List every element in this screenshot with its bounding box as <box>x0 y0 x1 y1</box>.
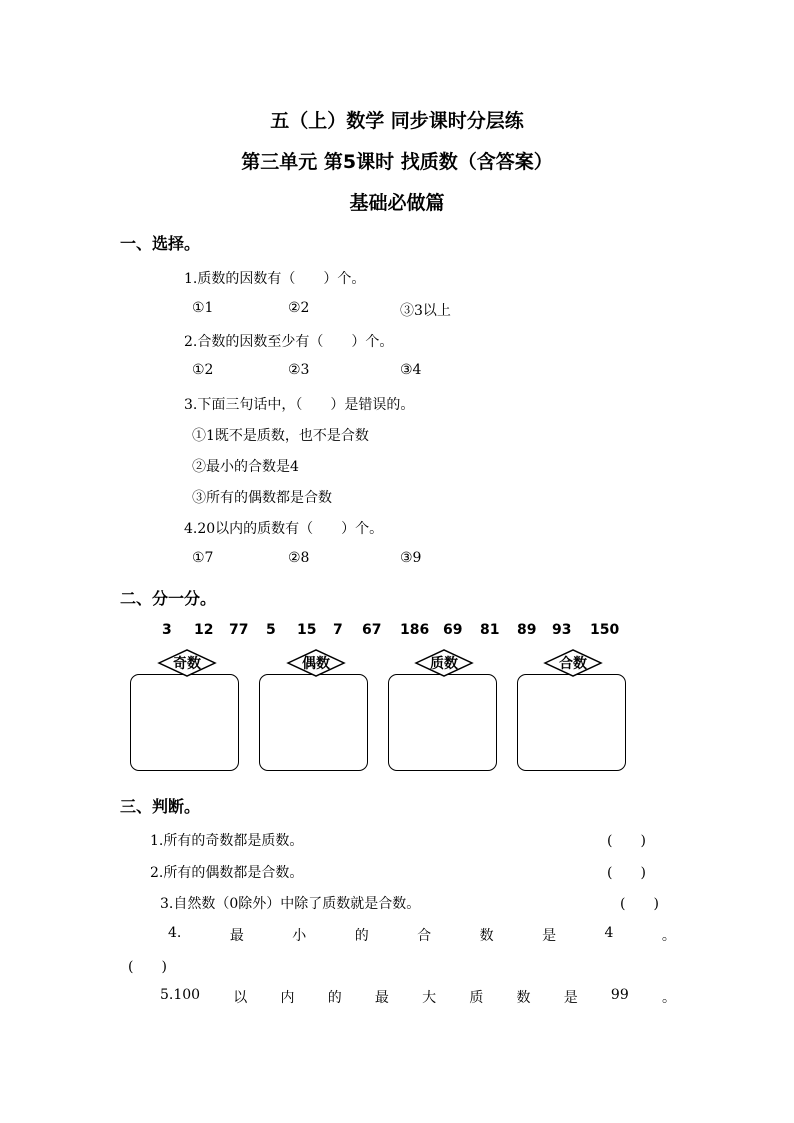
judge-item-4-word: 的 <box>354 928 369 944</box>
judge-item-4-word: 4. <box>168 925 182 941</box>
box-composite <box>517 674 626 771</box>
number-item: 7 <box>333 622 343 638</box>
option-3-2: ②最小的合数是4 <box>192 459 299 475</box>
question-3: 3.下面三句话中，（ ）是错误的。 <box>184 397 415 413</box>
number-item: 69 <box>443 622 463 638</box>
number-item: 5 <box>266 622 276 638</box>
judge-item-1: 1.所有的奇数都是质数。 <box>150 833 304 849</box>
judge-paren-3: ( ) <box>620 896 659 912</box>
judge-paren-4: ( ) <box>128 959 167 975</box>
judge-item-3: 3.自然数（0除外）中除了质数就是合数。 <box>160 896 421 912</box>
option-2-2: ②3 <box>288 362 310 378</box>
judge-paren-2: ( ) <box>607 865 646 881</box>
judge-item-4-word: 小 <box>292 928 307 944</box>
section-heading-sort: 二、分一分。 <box>120 589 217 608</box>
page-section-title: 基础必做篇 <box>349 192 445 214</box>
judge-item-5-word: 5.100 <box>160 987 201 1003</box>
number-item: 93 <box>552 622 572 638</box>
option-2-3: ③4 <box>400 362 422 378</box>
question-4: 4.20以内的质数有（ ）个。 <box>184 521 384 537</box>
label-prime: 质数 <box>430 656 458 672</box>
option-4-2: ②8 <box>288 550 310 566</box>
judge-item-5-word: 质 <box>469 990 484 1006</box>
option-2-1: ①2 <box>192 362 214 378</box>
judge-item-5-word: 以 <box>233 990 248 1006</box>
question-1: 1.质数的因数有（ ）个。 <box>184 271 366 287</box>
option-1-2: ②2 <box>288 300 310 316</box>
box-odd <box>130 674 239 771</box>
number-item: 89 <box>517 622 537 638</box>
number-item: 77 <box>229 622 249 638</box>
option-3-1: ①1既不是质数，也不是合数 <box>192 428 369 444</box>
number-item: 12 <box>194 622 214 638</box>
label-even: 偶数 <box>302 656 330 672</box>
section-heading-choice: 一、选择。 <box>120 234 201 253</box>
judge-item-5-word: 内 <box>280 990 295 1006</box>
judge-item-5-word: 大 <box>422 990 437 1006</box>
page-subtitle: 第三单元 第5课时 找质数（含答案） <box>241 151 553 173</box>
judge-item-5-word: 数 <box>516 990 531 1006</box>
judge-item-5 <box>160 987 676 1007</box>
section-heading-judge: 三、判断。 <box>120 797 201 816</box>
option-1-1: ①1 <box>192 300 214 316</box>
judge-item-5-word: 。 <box>661 990 676 1006</box>
number-item: 15 <box>297 622 317 638</box>
number-item: 67 <box>362 622 382 638</box>
judge-item-4-word: 。 <box>661 928 676 944</box>
judge-item-5-word: 的 <box>327 990 342 1006</box>
judge-item-5-word: 99 <box>610 987 629 1003</box>
judge-item-5-word: 最 <box>374 990 389 1006</box>
option-4-1: ①7 <box>192 550 214 566</box>
box-prime <box>388 674 497 771</box>
judge-item-5-word: 是 <box>563 990 578 1006</box>
box-even <box>259 674 368 771</box>
judge-item-4-word: 数 <box>479 928 494 944</box>
judge-item-4 <box>168 925 676 945</box>
judge-item-4-word: 合 <box>417 928 432 944</box>
judge-paren-1: ( ) <box>607 833 646 849</box>
number-item: 3 <box>162 622 172 638</box>
page-title: 五（上）数学 同步课时分层练 <box>270 110 524 132</box>
judge-item-4-word: 是 <box>542 928 557 944</box>
option-4-3: ③9 <box>400 550 422 566</box>
option-3-3: ③所有的偶数都是合数 <box>192 490 332 506</box>
number-item: 81 <box>480 622 500 638</box>
question-2: 2.合数的因数至少有（ ）个。 <box>184 334 394 350</box>
option-1-3: ③3以上 <box>400 303 451 319</box>
judge-item-4-word: 最 <box>229 928 244 944</box>
judge-item-4-word: 4 <box>604 925 614 941</box>
label-composite: 合数 <box>559 656 587 672</box>
number-item: 150 <box>590 622 620 638</box>
label-odd: 奇数 <box>173 656 201 672</box>
judge-item-2: 2.所有的偶数都是合数。 <box>150 865 304 881</box>
number-item: 186 <box>400 622 430 638</box>
